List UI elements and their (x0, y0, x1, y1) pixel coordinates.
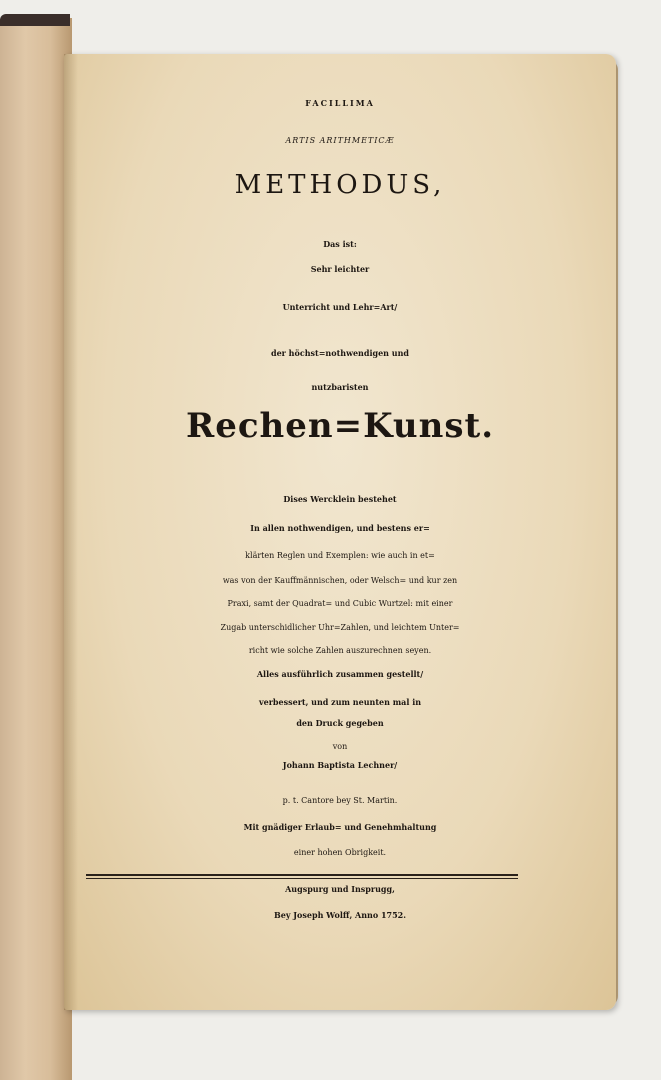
book-cover-spine-top (0, 14, 70, 26)
text-line-den-druck: den Druck gegeben (296, 718, 384, 728)
title-line-rechen-kunst: Rechen=Kunst. (185, 406, 495, 446)
text-line-richt: richt wie solche Zahlen auszurechnen seyen. (248, 646, 432, 655)
text-line-von: von (332, 742, 348, 751)
imprint-publisher: Bey Joseph Wolff, Anno 1752. (273, 910, 407, 920)
title-line-methodus: METHODUS, (234, 170, 446, 200)
title-line-nutzbaristen: nutzbaristen (311, 382, 369, 392)
book-cover-left (0, 18, 72, 1080)
divider-rule (86, 874, 518, 876)
title-line-unterricht: Unterricht und Lehr=Art/ (282, 302, 398, 312)
text-line-zugab: Zugab unterschidlicher Uhr=Zahlen, und leichtem Unter= (220, 623, 460, 632)
title-line-artis: ARTIS ARITHMETICÆ (285, 136, 395, 145)
title-line-hoechst: der höchst=nothwendigen und (270, 348, 410, 358)
text-line-obrigkeit: einer hohen Obrigkeit. (293, 848, 387, 857)
text-line-verbessert: verbessert, und zum neunten mal in (258, 697, 422, 707)
text-line-praxi: Praxi, samt der Quadrat= und Cubic Wurtzel: mit einer (227, 599, 453, 608)
title-line-facillima: FACILLIMA (305, 98, 375, 108)
title-line-sehr-leichter: Sehr leichter (310, 264, 370, 274)
text-line-alles: Alles ausführlich zusammen gestellt/ (256, 669, 424, 679)
title-line-das-ist: Das ist: (323, 239, 357, 249)
text-line-in-allen: In allen nothwendigen, und bestens er= (250, 523, 430, 533)
text-line-was-von: was von der Kauffmännischen, oder Welsch= und kur zen (222, 576, 458, 585)
divider-rule-thin (86, 878, 518, 879)
author-name: Johann Baptista Lechner/ (282, 760, 398, 770)
text-line-mit-gnaediger: Mit gnädiger Erlaub= und Genehmhaltung (243, 822, 437, 832)
author-position: p. t. Cantore bey St. Martin. (282, 796, 398, 805)
text-line-dises: Dises Wercklein bestehet (283, 494, 397, 504)
text-line-klaerten: klärten Reglen und Exemplen: wie auch in et= (245, 551, 435, 560)
imprint-place: Augspurg und Insprugg, (285, 884, 395, 894)
